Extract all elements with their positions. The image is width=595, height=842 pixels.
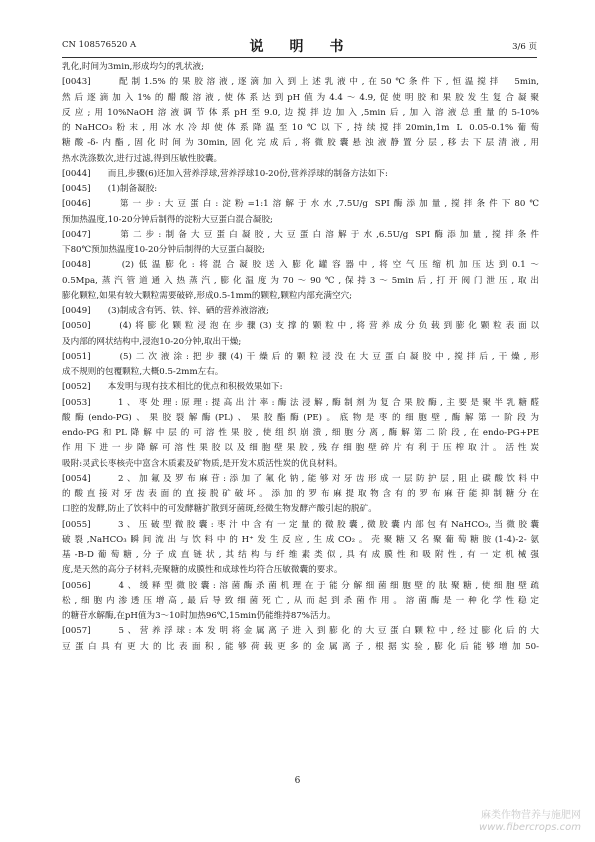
text-line: 松,细胞内渗透压增高,最后导致细菌死亡,从而起到杀菌作用。溶菌酶是一种化学性稳定 [62,595,539,606]
text-line: 的NaHCO₃粉末,用冰水冷却使体系降温至10℃以下,持续搅拌20min,1m L 0.05-0.1%葡萄 [62,123,539,133]
text-line: 破裂,NaHCO₃瞬间流出与饮料中的H⁺发生反应,生成CO₂。壳聚糖又名聚葡萄糖胺(1-4)-2-氨 [62,534,539,545]
text-line: [0053] 1、枣处理:原理:提高出汁率:酶法浸解,酶制剂为复合果胶酶,主要是聚半乳糖醛 [62,397,539,408]
text-line: 乳化,时间为3min,形成均匀的乳状液; [62,62,204,72]
text-line: [0057] 5、营养浮球:本发明将金属离子进入到膨化的大豆蛋白颗粒中,经过膨化后的大 [62,626,539,637]
text-line: [0055] 3、压破型微胶囊:枣汁中含有一定量的微胶囊,微胶囊内部包有NaHCO₃,当微胶囊 [62,519,539,530]
text-line: 0.5Mpa,蒸汽管道通入热蒸汽,膨化温度为70～90℃,保持3～5min后,打开阀门泄压,取出 [62,275,539,286]
page-indicator: 3/6 页 [512,42,537,52]
watermark-site-name: 麻类作物营养与施肥网 [481,810,581,821]
text-line: 吸附:灵武长枣核壳中富含木质素及矿物质,是开发木质活性炭的优良材料。 [62,458,343,469]
text-line: 糖酸-δ-内酯,固化时间为30min,固化完成后,将微胶囊悬浊液静置分层,移去下层清液,用 [62,138,539,149]
text-line: [0046] 第一步:大豆蛋白:淀粉=1:1溶解于水水,7.5U/g SPI酶添加量,搅拌条件下80℃ [62,199,539,210]
text-line: 及内部的网状结构中,浸泡10-20分钟,取出干燥; [62,336,242,347]
text-line: 预加热温度,10-20分钟后制得的淀粉大豆蛋白混合凝胶; [62,214,273,225]
text-line: [0056] 4、缓释型微胶囊:溶菌酶杀菌机理在于能分解细菌细胞壁的肽聚糖,使细胞壁疏 [62,580,539,591]
text-line: endo-PG和PL降解中层的可溶性果胶,使组织崩溃,细胞分离,酶解第二阶段,在endo-PG+PE [62,428,539,438]
text-line: [0044] 而且,步骤(6)还加入营养浮球,营养浮球10-20份,营养浮球的制备方法如下: [62,168,388,179]
text-line: [0047] 第二步:制备大豆蛋白凝胶,大豆蛋白溶解于水,6.5U/g SPI酶添加量,搅拌条件 [62,229,539,240]
text-line: [0045] (1)制备凝胶: [62,184,158,194]
text-line: 的酸直接对牙齿表面的直接脱矿破坏。添加的罗布麻提取物含有的罗布麻苷能抑制糖分在 [62,489,539,499]
document-body [62,60,539,655]
header-rule [62,57,537,58]
page-number: 6 [294,776,301,786]
text-line: [0049] (3)制成含有钙、铁、锌、硒的营养液溶液; [62,306,269,316]
text-line: 反应;用10%NaOH溶液调节体系pH至9.0,边搅拌边加入,5min后,加入溶液总重量的5-10% [62,107,539,118]
document-title: 说 明 书 [249,39,350,55]
watermark-url: www.fibercrops.com [479,822,581,833]
text-line: 度,是天然的高分子材料,壳聚糖的成膜性和成球性均符合压敏微囊的要求。 [62,565,343,576]
patent-number: CN 108576520 A [62,40,137,50]
text-line: 基-B-D葡萄糖,分子成直链状,其结构与纤维素类似,具有成膜性和吸附性,有一定机械强 [62,550,539,560]
text-line: [0050] (4)将膨化颗粒浸泡在步骤(3)支撑的颗粒中,将营养成分负载到膨化颗粒表面以 [62,321,539,332]
text-line: 下80℃预加热温度10-20分钟后制得的大豆蛋白凝胶; [62,245,265,255]
watermark [479,810,581,834]
text-line: 酸酶(endo-PG)、果胶裂解酶(PL)、果胶酯酶(PE)。底物是枣的细胞壁,酶解第一阶段为 [62,412,539,423]
text-line: [0054] 2、加氟及罗布麻苷:添加了氟化钠,能够对牙齿形成一层防护层,阻止碳酸饮料中 [62,473,539,484]
text-line: [0052] 本发明与现有技术相比的优点和积极效果如下: [62,382,283,393]
text-line: 口腔的发酵,防止了饮料中的可发酵糖扩散到牙菌斑,经微生物发酵产酸引起的脱矿。 [62,504,377,515]
text-line: [0048] (2)低温膨化:将混合凝胶送入膨化罐容器中,将空气压缩机加压达到0.1～ [62,260,539,271]
text-line: 然后逐滴加入1%的醋酸溶液,使体系达到pH值为4.4～4.9,促使明胶和果胶发生复合凝聚 [62,92,539,103]
text-line: 的糖苷水解酶,在pH值为3～10时加热96℃,15min仍能维持87%活力。 [62,611,336,621]
text-line: 成不规则的包覆颗粒,大概0.5-2mm左右。 [62,367,224,377]
text-line: 豆蛋白具有更大的比表面积,能够荷载更多的金属离子,根据实验,膨化后能够增加50- [62,641,539,652]
text-line: 膨化颗粒,如果有较大颗粒需要破碎,形成0.5-1mm的颗粒,颗粒内部充满空穴; [62,290,353,301]
text-line: [0043] 配制1.5%的果胶溶液,逐滴加入到上述乳液中,在50℃条件下,恒温搅拌 5min, [62,77,539,88]
text-line: 作用下进一步降解可溶性果胶以及细胞壁果胶,残存细胞壁碎片有利于压榨取汁。活性炭 [62,443,539,454]
text-line: [0051] (5)二次液涂:把步骤(4)干燥后的颗粒浸没在大豆蛋白凝胶中,搅拌后,干燥,形 [62,351,539,362]
text-line: 热水洗涤数次,进行过滤,得到压敏性胶囊。 [62,153,223,164]
page-header [62,36,537,56]
